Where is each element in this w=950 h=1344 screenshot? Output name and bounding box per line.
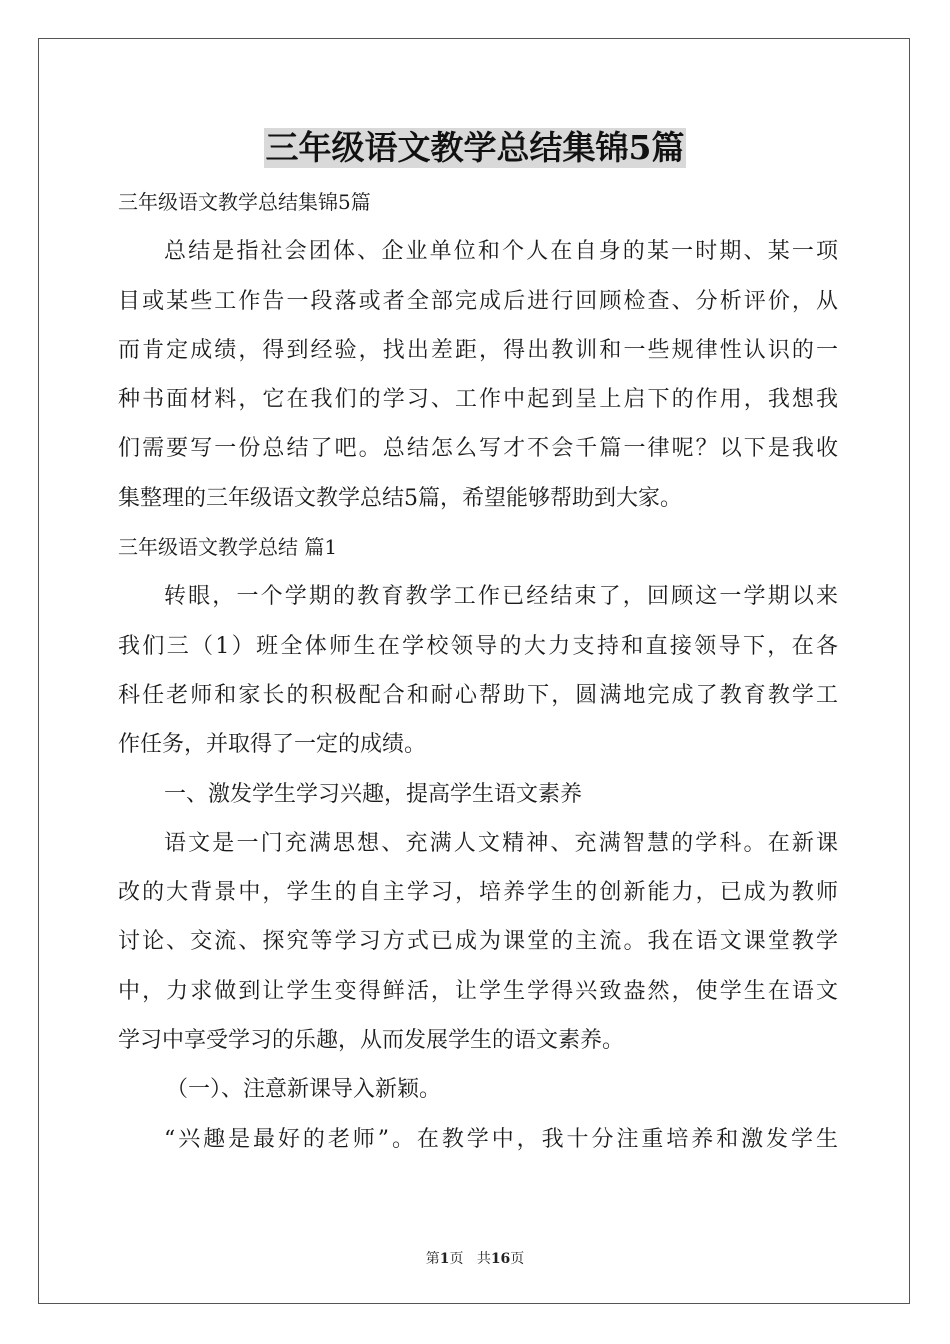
total-prefix: 共 [476,1251,491,1267]
paragraph-line: 目或某些工作告一段落或者全部完成后进行回顾检查、分析评价，从 [118,288,838,314]
paragraph-line: 学习中享受学习的乐趣，从而发展学生的语文素养。 [118,1028,625,1054]
paragraph-line: 转眼，一个学期的教育教学工作已经结束了，回顾这一学期以来 [164,584,838,610]
paragraph-line: 讨论、交流、探究等学习方式已成为课堂的主流。我在语文课堂教学 [118,929,838,955]
subheading-line: （一）、注意新课导入新颖。 [166,1077,442,1103]
paragraph-line: 们需要写一份总结了吧。总结怎么写才不会千篇一律呢？以下是我收 [118,436,838,462]
page-footer [0,1248,950,1268]
paragraph-line: 而肯定成绩，得到经验，找出差距，得出教训和一些规律性认识的一 [118,337,838,363]
paragraph-line: “兴趣是最好的老师”。在教学中，我十分注重培养和激发学生 [164,1126,838,1152]
paragraph-line: 作任务，并取得了一定的成绩。 [118,732,427,758]
paragraph-line: 科任老师和家长的积极配合和耐心帮助下，圆满地完成了教育教学工 [118,682,838,708]
total-pages: 16 [490,1251,511,1267]
paragraph-line: 集整理的三年级语文教学总结5篇，希望能够帮助到大家。 [118,485,682,511]
document-title: 三年级语文教学总结集锦5篇 [265,128,685,167]
subheading-line: 一、激发学生学习兴趣，提高学生语文素养 [164,781,583,807]
paragraph-line: 语文是一门充满思想、充满人文精神、充满智慧的学科。在新课 [164,830,838,856]
title-container [0,128,950,168]
page-number: 1 [439,1251,450,1267]
subtitle-line: 三年级语文教学总结集锦5篇 [118,190,371,214]
document-body [118,178,838,1164]
paragraph-line: 改的大背景中，学生的自主学习，培养学生的创新能力，已成为教师 [118,880,838,906]
paragraph-line: 种书面材料，它在我们的学习、工作中起到呈上启下的作用，我想我 [118,387,838,413]
paragraph-line: 中，力求做到让学生变得鲜活，让学生学得兴致盎然，使学生在语文 [118,978,838,1004]
page-prefix: 第 [425,1251,440,1267]
page-suffix: 页 [449,1251,464,1267]
paragraph-line: 我们三（1）班全体师生在学校领导的大力支持和直接领导下，在各 [118,633,838,659]
total-suffix: 页 [510,1251,525,1267]
section-heading: 三年级语文教学总结 篇1 [118,535,338,560]
paragraph-line: 总结是指社会团体、企业单位和个人在自身的某一时期、某一项 [164,239,838,265]
